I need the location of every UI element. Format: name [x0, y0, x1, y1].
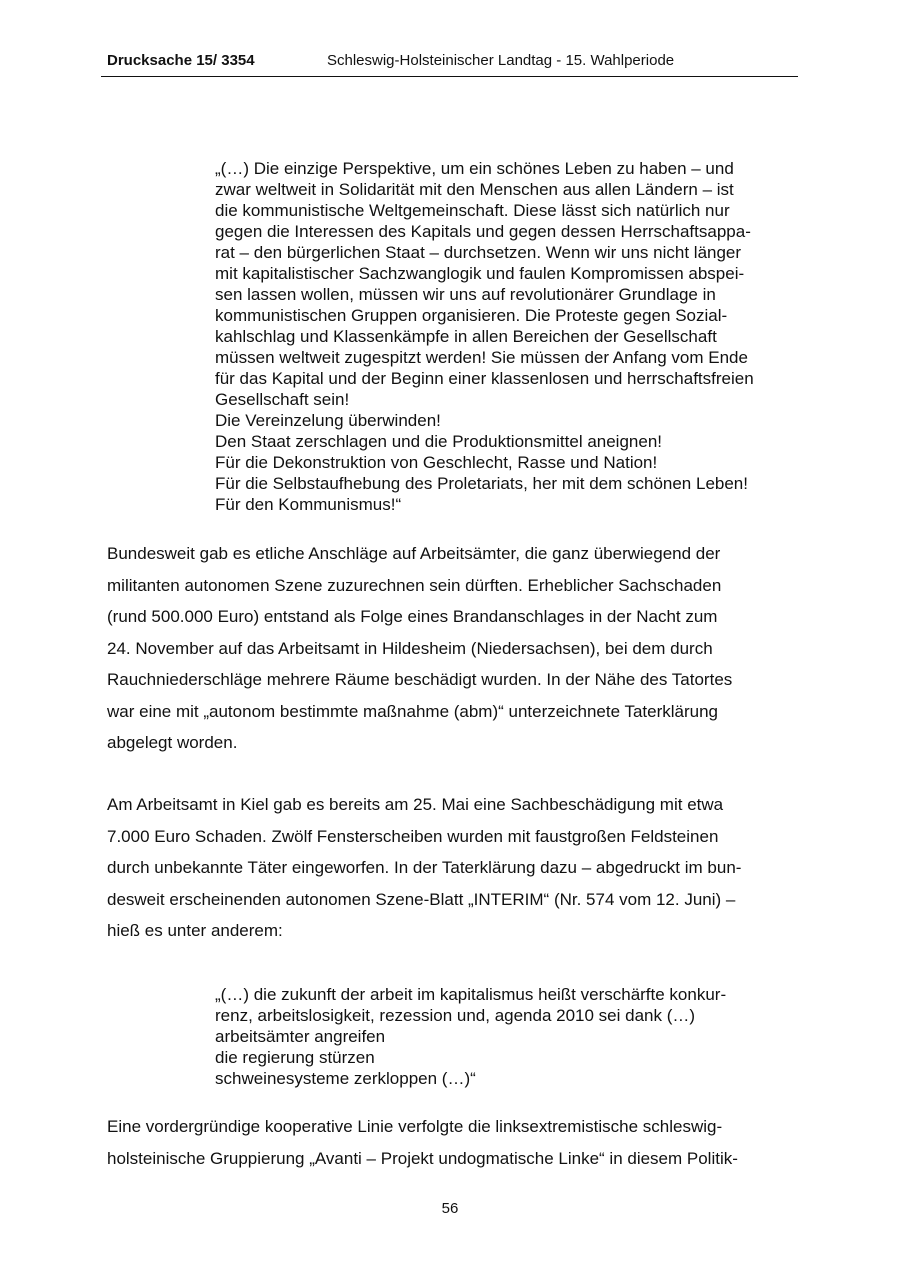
text-line: war eine mit „autonom bestimmte maßnahme (abm)“ unterzeichnete Taterklärung: [107, 701, 719, 721]
text-line: abgelegt worden.: [107, 733, 238, 752]
quote-block-2: [215, 984, 805, 1089]
quote-line: „(…) die zukunft der arbeit im kapitalismus heißt verschärfte konkur-: [215, 985, 727, 1004]
text-line: 24. November auf das Arbeitsamt in Hildesheim (Niedersachsen), bei dem durch: [107, 638, 713, 658]
text-line: holsteinische Gruppierung „Avanti – Projekt undogmatische Linke“ in diesem Politik-: [107, 1148, 738, 1168]
quote-line: renz, arbeitslosigkeit, rezession und, agenda 2010 sei dank (…): [215, 1006, 696, 1025]
quote-line: Für die Selbstaufhebung des Proletariats, her mit dem schönen Leben!: [215, 474, 748, 493]
quote-line: kommunistischen Gruppen organisieren. Die Proteste gegen Sozial-: [215, 306, 728, 325]
quote-line: „(…) Die einzige Perspektive, um ein schönes Leben zu haben – und: [215, 159, 734, 178]
text-line: Rauchniederschläge mehrere Räume beschädigt wurden. In der Nähe des Tatortes: [107, 670, 733, 689]
parliament-title: Schleswig-Holsteinischer Landtag - 15. Wahlperiode: [327, 52, 675, 69]
text-line: durch unbekannte Täter eingeworfen. In der Taterklärung dazu – abgedruckt im bun-: [107, 858, 742, 877]
quote-line: Für die Dekonstruktion von Geschlecht, Rasse und Nation!: [215, 453, 658, 472]
quote-line: rat – den bürgerlichen Staat – durchsetzen. Wenn wir uns nicht länger: [215, 243, 742, 262]
quote-line: sen lassen wollen, müssen wir uns auf revolutionärer Grundlage in: [215, 285, 716, 304]
quote-line: arbeitsämter angreifen: [215, 1027, 386, 1046]
quote-line: schweinesysteme zerkloppen (…)“: [215, 1069, 476, 1088]
quote-line: zwar weltweit in Solidarität mit den Menschen aus allen Ländern – ist: [215, 180, 734, 199]
document-number: Drucksache 15/ 3354: [107, 52, 255, 69]
text-line: Am Arbeitsamt in Kiel gab es bereits am 25. Mai eine Sachbeschädigung mit etwa: [107, 795, 724, 814]
page-number: 56: [441, 1200, 459, 1217]
paragraph-3: [107, 1111, 807, 1174]
quote-line: kahlschlag und Klassenkämpfe in allen Bereichen der Gesellschaft: [215, 327, 717, 346]
quote-block-1: [215, 158, 805, 515]
text-line: Bundesweit gab es etliche Anschläge auf Arbeitsämter, die ganz überwiegend der: [107, 544, 721, 563]
quote-line: Die Vereinzelung überwinden!: [215, 411, 441, 430]
header-divider: [101, 76, 798, 77]
quote-line: Für den Kommunismus!“: [215, 495, 402, 514]
text-line: militanten autonomen Szene zuzurechnen sein dürften. Erheblicher Sachschaden: [107, 575, 722, 595]
quote-line: für das Kapital und der Beginn einer klassenlosen und herrschaftsfreien: [215, 369, 754, 388]
quote-line: die regierung stürzen: [215, 1048, 375, 1067]
paragraph-1: [107, 538, 807, 759]
quote-line: die kommunistische Weltgemeinschaft. Diese lässt sich natürlich nur: [215, 201, 730, 220]
quote-line: Gesellschaft sein!: [215, 390, 350, 409]
text-line: hieß es unter anderem:: [107, 921, 283, 940]
text-line: desweit erscheinenden autonomen Szene-Blatt „INTERIM“ (Nr. 574 vom 12. Juni) –: [107, 889, 736, 909]
text-line: 7.000 Euro Schaden. Zwölf Fensterscheiben wurden mit faustgroßen Feldsteinen: [107, 826, 719, 846]
quote-line: mit kapitalistischer Sachzwanglogik und faulen Kompromissen abspei-: [215, 264, 745, 283]
quote-line: Den Staat zerschlagen und die Produktionsmittel aneignen!: [215, 432, 663, 451]
paragraph-2: [107, 789, 807, 947]
text-line: Eine vordergründige kooperative Linie verfolgte die linksextremistische schleswig-: [107, 1117, 723, 1136]
quote-line: müssen weltweit zugespitzt werden! Sie müssen der Anfang vom Ende: [215, 348, 748, 367]
text-line: (rund 500.000 Euro) entstand als Folge eines Brandanschlages in der Nacht zum: [107, 607, 718, 626]
quote-line: gegen die Interessen des Kapitals und gegen dessen Herrschaftsappa-: [215, 222, 751, 241]
